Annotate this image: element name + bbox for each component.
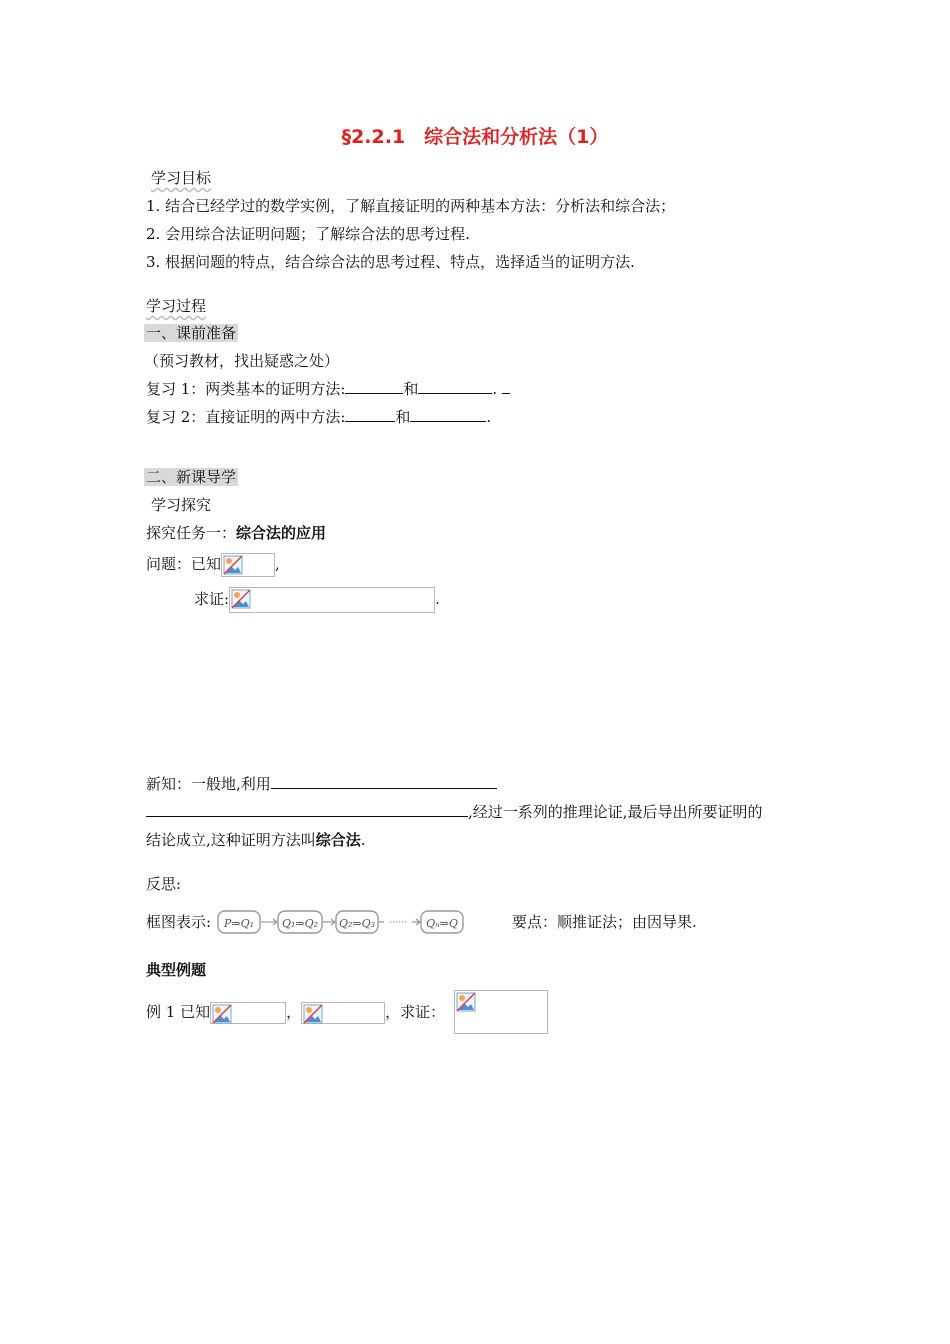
review-2-blank-b[interactable] <box>410 407 486 422</box>
broken-image-icon <box>456 992 476 1012</box>
examples-heading: 典型例题 <box>146 961 207 979</box>
review-2 <box>146 407 491 427</box>
flow-box-1 <box>218 911 260 933</box>
flow-box-label: Q₁⇒Q₂ <box>281 917 318 930</box>
diagram-label: 框图表示: <box>146 913 212 931</box>
newknow-line-2-text: ,经过一系列的推理论证,最后导出所要证明的 <box>468 803 763 821</box>
flow-box-4 <box>421 911 463 933</box>
explore-heading: 学习探究 <box>151 496 212 514</box>
diagram-keypoint: 要点：顺推证法；由因导果. <box>512 913 697 931</box>
review-2-label: 复习 2：直接证明的两中方法: <box>146 408 346 426</box>
example-1-formula-b <box>301 1002 385 1024</box>
review-1-blank-b[interactable] <box>418 379 492 394</box>
objectives-heading: 学习目标 <box>151 169 212 187</box>
prove-prefix: 求证: <box>194 590 230 608</box>
example-1-comma: ， <box>286 1003 302 1021</box>
problem-line <box>146 552 280 577</box>
example-1-formula-c <box>454 990 548 1034</box>
page-title: §2.2.1 综合法和分析法（1） <box>341 126 609 148</box>
flow-diagram <box>216 907 466 939</box>
part2-heading <box>144 467 238 487</box>
review-2-blank-a[interactable] <box>345 407 395 422</box>
example-1-formula-a <box>210 1002 286 1024</box>
problem-formula-image <box>221 553 275 577</box>
part1-heading-text: 一、课前准备 <box>146 324 237 342</box>
newknow-line-3 <box>146 830 366 850</box>
newknow-line-3-end: . <box>360 831 366 849</box>
diagram-line <box>146 904 466 940</box>
review-1-label: 复习 1：两类基本的证明方法: <box>146 380 346 398</box>
problem-prefix: 问题：已知 <box>146 555 222 573</box>
task-1-title: 综合法的应用 <box>236 524 327 542</box>
broken-image-icon <box>303 1004 323 1024</box>
review-1-blank-a[interactable] <box>345 379 403 394</box>
review-1-blank-c[interactable] <box>502 379 510 394</box>
flow-box-label: Q₂⇒Q₃ <box>338 917 375 930</box>
objective-item-2: 2. 会用综合法证明问题；了解综合法的思考过程. <box>146 225 470 243</box>
review-2-end: . <box>486 408 492 426</box>
example-1-prove: ，求证： <box>385 1003 446 1021</box>
review-1-and: 和 <box>403 380 419 398</box>
process-heading: 学习过程 <box>146 297 207 315</box>
flow-box-label: Qₙ⇒Q <box>425 917 458 930</box>
prove-line <box>194 586 440 613</box>
objective-item-3: 3. 根据问题的特点，结合综合法的思考过程、特点，选择适当的证明方法. <box>146 253 635 271</box>
prove-end: . <box>435 590 440 608</box>
broken-image-icon <box>231 589 251 609</box>
preview-note: （预习教材，找出疑惑之处） <box>144 352 340 370</box>
newknow-prefix: 新知：一般地,利用 <box>146 775 271 793</box>
review-1 <box>146 379 510 399</box>
newknow-line-1 <box>146 774 497 794</box>
broken-image-icon <box>212 1004 232 1024</box>
part1-heading <box>144 323 238 343</box>
flow-box-2 <box>278 911 322 933</box>
task-1 <box>146 523 326 543</box>
example-1-line <box>146 1000 445 1024</box>
flow-ellipsis: ······ <box>389 918 407 928</box>
objective-item-1: 1. 结合已经学过的数学实例，了解直接证明的两种基本方法：分析法和综合法； <box>146 197 676 215</box>
reflect-label: 反思: <box>146 875 182 893</box>
newknow-line-2 <box>146 802 763 822</box>
part2-heading-text: 二、新课导学 <box>146 468 237 486</box>
review-1-end: . <box>492 380 498 398</box>
review-2-and: 和 <box>395 408 411 426</box>
prove-formula-image <box>229 587 435 613</box>
newknow-blank-2[interactable] <box>146 802 468 817</box>
broken-image-icon <box>223 555 243 575</box>
problem-comma: , <box>275 555 280 573</box>
flow-box-label: P⇒Q₁ <box>223 917 254 930</box>
example-1-conclusion <box>454 990 548 1034</box>
example-1-prefix: 例 1 已知 <box>146 1003 211 1021</box>
task-1-prefix: 探究任务一： <box>146 524 237 542</box>
newknow-line-3-text: 结论成立,这种证明方法叫 <box>146 831 316 849</box>
newknow-blank-1[interactable] <box>271 774 497 789</box>
flow-box-3 <box>336 911 378 933</box>
newknow-term: 综合法 <box>315 831 361 849</box>
